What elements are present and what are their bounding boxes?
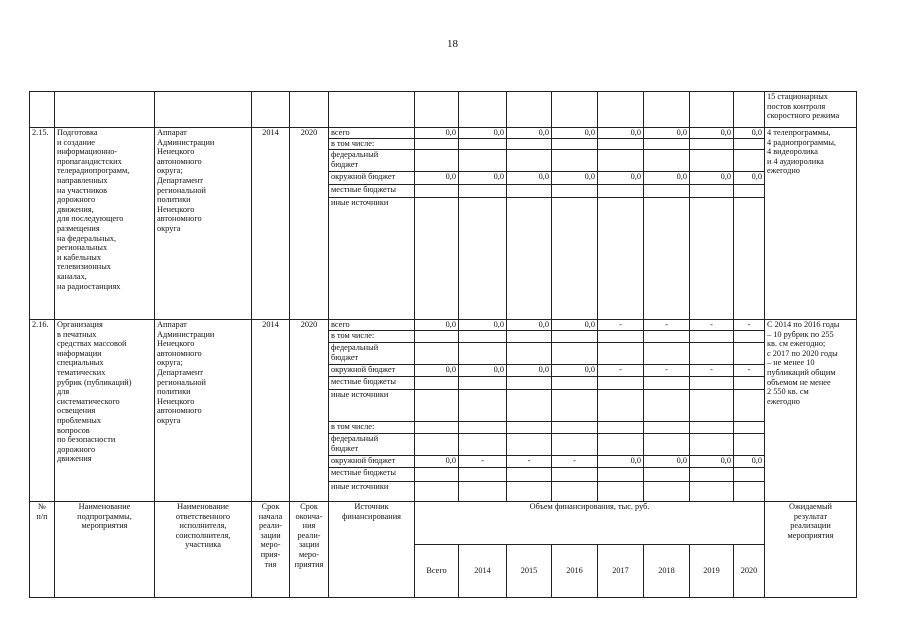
funding-value: 0,0	[552, 320, 598, 331]
funding-value	[690, 331, 734, 343]
funding-value	[734, 198, 765, 320]
result-cell: 15 стационарных постов контроля скоростного режима	[765, 92, 857, 128]
funding-value: 0,0	[690, 456, 734, 468]
header-volume: Объем финансирования, тыс. руб.	[415, 502, 765, 545]
funding-value	[644, 331, 690, 343]
funding-value	[734, 139, 765, 150]
funding-value	[459, 343, 507, 365]
funding-source: в том числе:	[329, 139, 415, 150]
funding-value	[415, 343, 459, 365]
empty-cell	[598, 92, 644, 128]
funding-value	[644, 139, 690, 150]
funding-value	[690, 390, 734, 422]
funding-value: -	[598, 320, 644, 331]
funding-value	[552, 377, 598, 390]
funding-source: в том числе:	[329, 422, 415, 434]
funding-value: -	[552, 456, 598, 468]
funding-value	[690, 468, 734, 482]
header-year: 2015	[507, 545, 552, 598]
funding-source: федеральный бюджет	[329, 343, 415, 365]
funding-value	[598, 185, 644, 198]
funding-value: 0,0	[734, 128, 765, 139]
funding-value	[598, 482, 644, 502]
funding-value: -	[459, 456, 507, 468]
funding-value	[690, 482, 734, 502]
funding-source: всего	[329, 128, 415, 139]
funding-value: 0,0	[507, 128, 552, 139]
funding-source: всего	[329, 320, 415, 331]
table-row	[30, 92, 857, 128]
item-end-year: 2020	[290, 128, 329, 320]
empty-cell	[290, 92, 329, 128]
funding-value	[459, 422, 507, 434]
funding-value: 0,0	[690, 128, 734, 139]
funding-value	[552, 331, 598, 343]
funding-value	[415, 434, 459, 456]
funding-value: 0,0	[507, 365, 552, 377]
funding-value	[644, 343, 690, 365]
funding-value	[598, 390, 644, 422]
funding-value: -	[598, 365, 644, 377]
funding-value	[459, 331, 507, 343]
funding-value	[690, 139, 734, 150]
funding-value: -	[734, 365, 765, 377]
table-row	[30, 128, 857, 139]
funding-value	[552, 343, 598, 365]
header-year: Всего	[415, 545, 459, 598]
header-end: Срок оконча- ния реали- зации меро- приятия	[290, 502, 329, 598]
empty-cell	[55, 92, 155, 128]
empty-cell	[507, 92, 552, 128]
funding-value	[552, 422, 598, 434]
funding-source: иные источники	[329, 390, 415, 422]
funding-value	[459, 390, 507, 422]
header-year: 2017	[598, 545, 644, 598]
funding-source: иные источники	[329, 482, 415, 502]
funding-value	[734, 390, 765, 422]
funding-value	[734, 185, 765, 198]
funding-value	[644, 198, 690, 320]
funding-value	[598, 422, 644, 434]
funding-value	[552, 482, 598, 502]
funding-value: 0,0	[459, 365, 507, 377]
funding-value	[552, 390, 598, 422]
funding-value	[644, 434, 690, 456]
funding-value	[459, 150, 507, 172]
funding-source: федеральный бюджет	[329, 150, 415, 172]
funding-value: 0,0	[415, 365, 459, 377]
funding-value	[415, 482, 459, 502]
funding-value	[552, 139, 598, 150]
funding-value	[552, 468, 598, 482]
header-start: Срок начала реали- зации меро- прия- тия	[252, 502, 290, 598]
funding-value	[598, 150, 644, 172]
item-executor: Аппарат Администрации Ненецкого автономного округа; Департамент региональной политики Ненецкого автономного округа	[155, 128, 252, 320]
item-number: 2.16.	[30, 320, 55, 502]
funding-value	[459, 185, 507, 198]
empty-cell	[690, 92, 734, 128]
funding-value: 0,0	[644, 172, 690, 185]
funding-value	[415, 390, 459, 422]
funding-source: в том числе:	[329, 331, 415, 343]
funding-value	[734, 331, 765, 343]
header-year: 2020	[734, 545, 765, 598]
funding-value	[507, 434, 552, 456]
funding-value: 0,0	[644, 128, 690, 139]
header-source: Источник финансирования	[329, 502, 415, 598]
funding-value: 0,0	[552, 172, 598, 185]
funding-value	[552, 198, 598, 320]
funding-value	[644, 390, 690, 422]
funding-value	[507, 150, 552, 172]
funding-value: 0,0	[415, 128, 459, 139]
funding-value	[690, 377, 734, 390]
header-executor: Наименование ответственного исполнителя, соисполнителя, участника	[155, 502, 252, 598]
funding-value	[415, 422, 459, 434]
funding-value	[415, 185, 459, 198]
item-start-year: 2014	[252, 128, 290, 320]
item-result: С 2014 по 2016 годы – 10 рубрик по 255 кв. см ежегодно; с 2017 по 2020 годы – не менее 10 публикаций общим объемом не менее 2 550 кв. см ежегодно	[765, 320, 857, 502]
empty-cell	[252, 92, 290, 128]
funding-value	[507, 185, 552, 198]
funding-value: 0,0	[459, 172, 507, 185]
funding-value	[459, 198, 507, 320]
funding-value: 0,0	[507, 172, 552, 185]
item-name: Организация в печатных средствах массовой информации специальных тематических рубрик (публикаций) для систематического освещения проблемных вопросов по безопасности дорожного движения	[55, 320, 155, 502]
funding-value	[507, 139, 552, 150]
funding-value	[690, 434, 734, 456]
funding-value	[598, 377, 644, 390]
funding-value	[598, 468, 644, 482]
funding-value	[507, 377, 552, 390]
empty-cell	[552, 92, 598, 128]
empty-cell	[459, 92, 507, 128]
funding-value: 0,0	[734, 172, 765, 185]
header-year: 2016	[552, 545, 598, 598]
funding-value	[734, 468, 765, 482]
funding-value	[507, 482, 552, 502]
funding-value	[598, 139, 644, 150]
funding-value: 0,0	[598, 172, 644, 185]
funding-value	[690, 422, 734, 434]
empty-cell	[415, 92, 459, 128]
funding-value	[690, 185, 734, 198]
funding-source: окружной бюджет	[329, 456, 415, 468]
funding-source: федеральный бюджет	[329, 434, 415, 456]
funding-value	[734, 422, 765, 434]
funding-value	[598, 198, 644, 320]
funding-value	[690, 150, 734, 172]
item-start-year: 2014	[252, 320, 290, 502]
funding-value	[644, 422, 690, 434]
page-number: 18	[447, 38, 458, 50]
item-result: 4 телепрограммы, 4 радиопрограммы, 4 видеоролика и 4 аудиоролика ежегодно	[765, 128, 857, 320]
empty-cell	[734, 92, 765, 128]
funding-value	[690, 343, 734, 365]
funding-value: 0,0	[644, 456, 690, 468]
funding-source: местные бюджеты	[329, 468, 415, 482]
funding-value	[552, 185, 598, 198]
funding-value	[507, 468, 552, 482]
funding-source: окружной бюджет	[329, 172, 415, 185]
header-year: 2018	[644, 545, 690, 598]
funding-value	[552, 434, 598, 456]
funding-value	[598, 343, 644, 365]
empty-cell	[155, 92, 252, 128]
funding-value	[507, 390, 552, 422]
funding-value: -	[507, 456, 552, 468]
funding-value	[415, 139, 459, 150]
header-name: Наименование подпрограммы, мероприятия	[55, 502, 155, 598]
funding-value	[644, 185, 690, 198]
funding-value	[598, 434, 644, 456]
funding-value	[415, 150, 459, 172]
funding-value	[552, 150, 598, 172]
funding-value: 0,0	[507, 320, 552, 331]
funding-value: 0,0	[734, 456, 765, 468]
funding-value: 0,0	[415, 172, 459, 185]
funding-value: 0,0	[459, 320, 507, 331]
funding-value	[734, 343, 765, 365]
empty-cell	[644, 92, 690, 128]
table-row	[30, 320, 857, 331]
funding-value	[644, 468, 690, 482]
funding-value: 0,0	[415, 456, 459, 468]
funding-value	[507, 331, 552, 343]
funding-source: местные бюджеты	[329, 185, 415, 198]
funding-value	[459, 377, 507, 390]
funding-value: -	[734, 320, 765, 331]
funding-source: окружной бюджет	[329, 365, 415, 377]
funding-value: 0,0	[598, 128, 644, 139]
header-result: Ожидаемый результат реализации мероприятия	[765, 502, 857, 598]
funding-value: -	[644, 365, 690, 377]
funding-value: -	[690, 365, 734, 377]
header-row	[30, 502, 857, 545]
funding-value: 0,0	[415, 320, 459, 331]
funding-value: 0,0	[552, 365, 598, 377]
funding-value	[734, 150, 765, 172]
funding-value	[598, 331, 644, 343]
funding-value: 0,0	[598, 456, 644, 468]
funding-value	[507, 343, 552, 365]
financing-table	[29, 91, 857, 598]
header-year: 2014	[459, 545, 507, 598]
funding-value	[690, 198, 734, 320]
funding-value	[459, 139, 507, 150]
funding-value	[459, 434, 507, 456]
funding-value	[459, 468, 507, 482]
funding-value: 0,0	[552, 128, 598, 139]
funding-source: местные бюджеты	[329, 377, 415, 390]
empty-cell	[30, 92, 55, 128]
header-num: № п/п	[30, 502, 55, 598]
funding-value: 0,0	[690, 172, 734, 185]
funding-value	[415, 331, 459, 343]
funding-value	[644, 377, 690, 390]
funding-value	[415, 377, 459, 390]
item-end-year: 2020	[290, 320, 329, 502]
empty-cell	[329, 92, 415, 128]
item-executor: Аппарат Администрации Ненецкого автономного округа; Департамент региональной политики Ненецкого автономного округа	[155, 320, 252, 502]
funding-value	[734, 434, 765, 456]
item-name: Подготовка и создание информационно- пропагандистских телерадиопрограмм, направленных на участников дорожного движения, для последующего размещения на федеральных, региональных и кабельных телевизионных каналах, на радиостанциях	[55, 128, 155, 320]
funding-value	[644, 150, 690, 172]
funding-value	[507, 422, 552, 434]
item-number: 2.15.	[30, 128, 55, 320]
funding-value: -	[690, 320, 734, 331]
funding-value	[734, 482, 765, 502]
funding-value: 0,0	[459, 128, 507, 139]
funding-value	[415, 468, 459, 482]
header-year: 2019	[690, 545, 734, 598]
funding-value	[644, 482, 690, 502]
funding-value: -	[644, 320, 690, 331]
funding-source: иные источники	[329, 198, 415, 320]
funding-value	[507, 198, 552, 320]
funding-value	[415, 198, 459, 320]
funding-value	[459, 482, 507, 502]
funding-value	[734, 377, 765, 390]
